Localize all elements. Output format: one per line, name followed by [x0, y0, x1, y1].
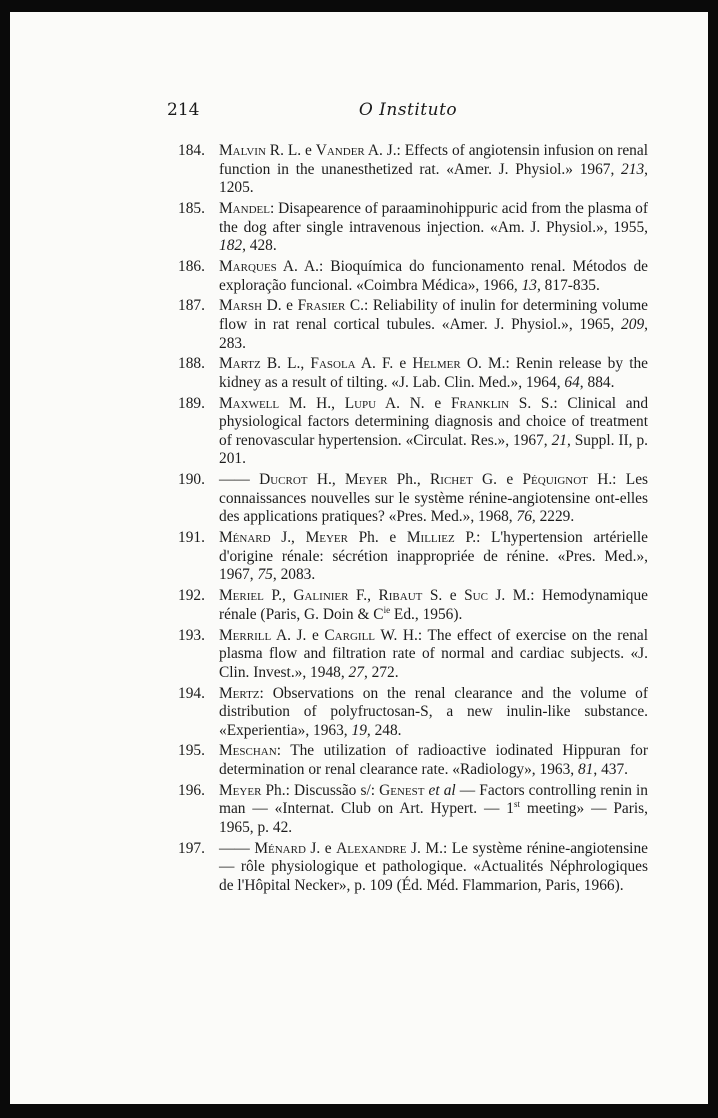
reference-item [178, 297, 648, 353]
reference-item [178, 685, 648, 741]
reference-text: Maxwell M. H., Lupu A. N. e Franklin S. S.: Clinical and physiological factors determining diagnosis and choice of treatment of renovascular hypertension. «Circulat. Res.», 1967, 21, Suppl. II, p. 201. [219, 394, 649, 468]
reference-number: 190. [178, 471, 205, 489]
reference-text: Mandel: Disapearence of paraaminohippuric acid from the plasma of the dog after single intravenous injection. «Am. J. Physiol.», 1955, 182, 428. [219, 199, 648, 255]
reference-list [178, 142, 648, 898]
reference-number: 195. [178, 742, 205, 760]
reference-item [178, 142, 648, 198]
reference-text: Martz B. L., Fasola A. F. e Helmer O. M.: Renin release by the kidney as a result of tilting. «J. Lab. Clin. Med.», 1964, 64, 884. [219, 355, 648, 391]
reference-text: Ménard J., Meyer Ph. e Milliez P.: L'hypertension artérielle d'origine rénale: sécrétion inappropriée de rénine. «Pres. Med.», 1967, 75, 2083. [219, 529, 648, 584]
reference-text: —— Ménard J. e Alexandre J. M.: Le système rénine-angiotensine — rôle physiologique et pathologique. «Actualités Néphrologiques de l'Hôpital Necker», p. 109 (Éd. Méd. Flammarion, Paris, 1966). [219, 839, 648, 894]
reference-item [178, 529, 648, 585]
reference-number: 184. [178, 142, 205, 159]
reference-number: 193. [178, 626, 205, 644]
reference-number: 187. [178, 297, 205, 315]
reference-item [178, 587, 648, 624]
reference-text: Malvin R. L. e Vander A. J.: Effects of angiotensin infusion on renal function in the unanesthetized rat. «Amer. J. Physiol.» 1967, 213, 1205. [219, 142, 648, 197]
reference-item [178, 395, 648, 469]
reference-item [178, 742, 648, 779]
reference-text: —— Ducrot H., Meyer Ph., Richet G. e Péquignot H.: Les connaissances nouvelles sur le système rénine-angiotensine ont-elles des applications pratiques? «Pres. Med.», 1968, 76, 2229. [219, 471, 649, 526]
page-number: 214 [167, 100, 200, 120]
reference-item [178, 200, 648, 256]
reference-number: 186. [178, 257, 205, 275]
reference-number: 197. [178, 839, 205, 857]
reference-number: 185. [178, 199, 205, 217]
reference-number: 194. [178, 684, 205, 702]
reference-text: Meyer Ph.: Discussão s/: Genest et al — Factors controlling renin in man — «Internat. Club on Art. Hypert. — 1st meeting» — Paris, 1965, p. 42. [219, 781, 649, 837]
reference-number: 192. [178, 587, 205, 605]
reference-number: 189. [178, 394, 205, 412]
book-page [10, 12, 708, 1104]
reference-item [178, 355, 648, 392]
reference-number: 188. [178, 355, 205, 373]
reference-item [178, 782, 648, 838]
reference-text: Marques A. A.: Bioquímica do funcionamento renal. Métodos de exploração funcional. «Coimbra Médica», 1966, 13, 817-835. [219, 257, 648, 294]
reference-item [178, 258, 648, 295]
reference-item [178, 840, 648, 896]
reference-text: Meriel P., Galinier F., Ribaut S. e Suc J. M.: Hemodynamique rénale (Paris, G. Doin & $C^{ie}$ Ed., 1956). [219, 587, 649, 623]
reference-text: Mertz: Observations on the renal clearance and the volume of distribution of polyfructosan-S, a new inulin-like substance. «Experientia», 1963, 19, 248. [219, 684, 648, 739]
reference-item [178, 627, 648, 683]
reference-text: Merrill A. J. e Cargill W. H.: The effect of exercise on the renal plasma flow and filtration rate of normal and cardiac subjects. «J. Clin. Invest.», 1948, 27, 272. [219, 626, 649, 681]
reference-item [178, 471, 648, 527]
reference-number: 191. [178, 529, 205, 547]
reference-text: Marsh D. e Frasier C.: Reliability of inulin for determining volume flow in rat renal cortical tubules. «Amer. J. Physiol.», 1965, 209, 283. [219, 297, 649, 352]
reference-text: Meschan: The utilization of radioactive iodinated Hippuran for determination or renal clearance rate. «Radiology», 1963, 81, 437. [219, 742, 648, 779]
reference-number: 196. [178, 781, 205, 799]
running-title: O Instituto [358, 100, 458, 120]
